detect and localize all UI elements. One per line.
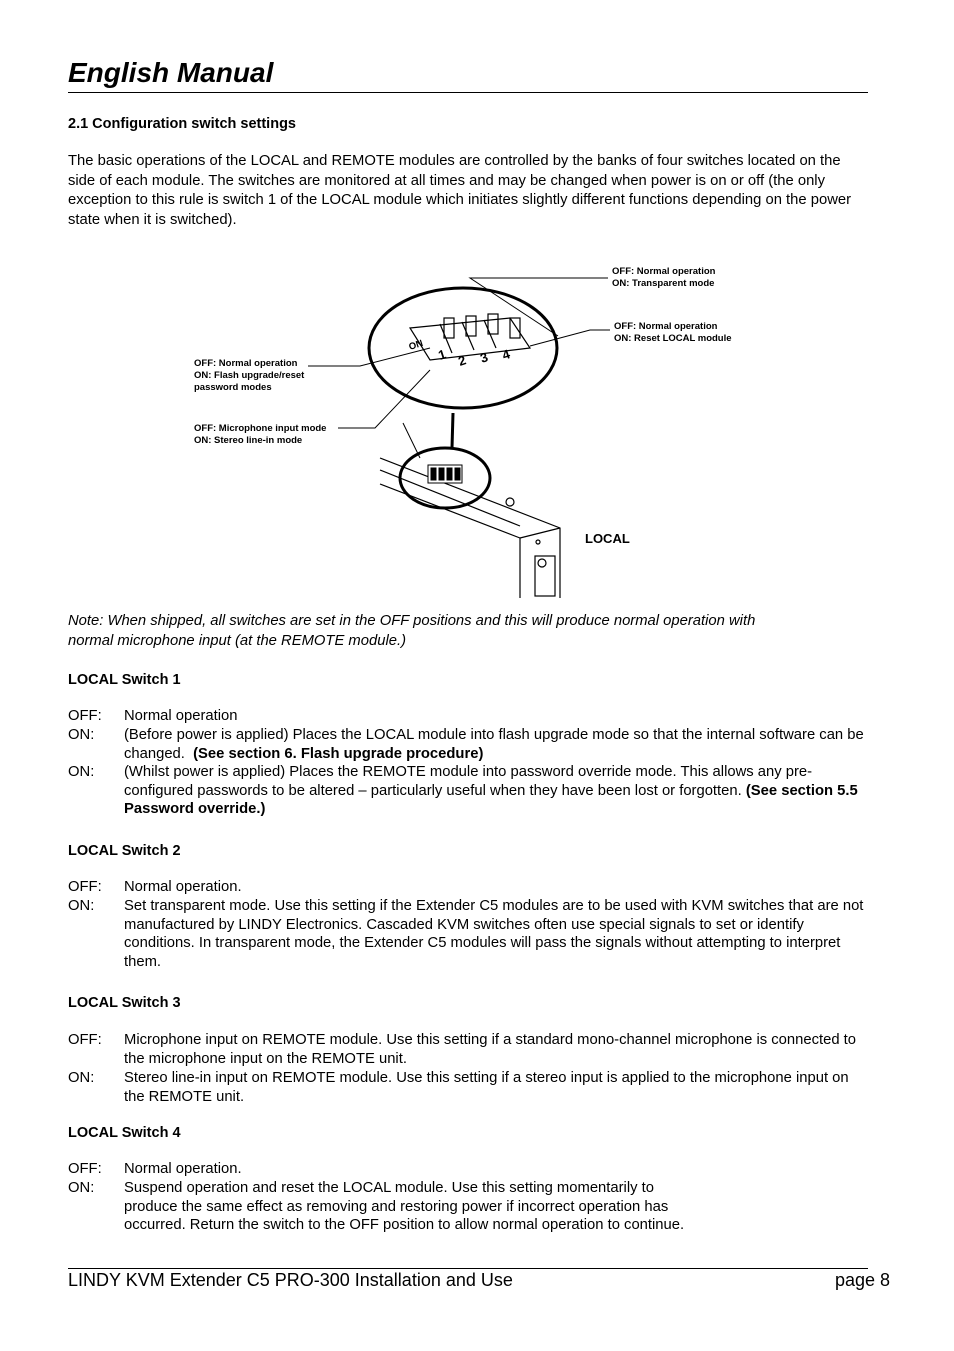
page-title: English Manual [68,57,274,88]
switch-on-label: ON [407,337,425,353]
callout-switch4-off: OFF: Normal operation [614,321,718,332]
callout-switch3-off: OFF: Microphone input mode [194,423,327,434]
switch2-on-key: ON: [68,898,95,914]
dip-switch-large [407,314,530,360]
switch4-on-line-2: produce the same effect as removing and restoring power if incorrect operation has [124,1198,669,1215]
switch3-off-text: Microphone input on REMOTE module. Use this setting if a standard mono-channel microphone is connected to the microphone input on the REMOTE unit. [124,1032,857,1067]
switch1-on1-entry [68,726,868,763]
callout-switch3-on: ON: Stereo line-in mode [194,435,303,446]
switch4-heading: LOCAL Switch 4 [68,1125,181,1141]
note-line-1: Note: When shipped, all switches are set in the OFF positions and this will produce normal operation with [68,613,756,629]
switch1-off-key: OFF: [68,708,102,724]
intro-paragraph: The basic operations of the LOCAL and REMOTE modules are controlled by the banks of four switches located on the side of each module. The switches are monitored at all times and may be changed when power is on or off (the only exception to this rule is switch 1 of the LOCAL module which initiates slightly different functions depending on the power state when it is switched). [68,153,852,228]
switch1-on2-key: ON: [68,764,95,780]
section-heading: 2.1 Configuration switch settings [68,116,296,132]
footer-document-title: LINDY KVM Extender C5 PRO-300 Installation and Use [68,1270,513,1290]
switch1-heading: LOCAL Switch 1 [68,672,181,688]
switch3-on-text: Stereo line-in input on REMOTE module. Use this setting if a stereo input is applied to the microphone input on the REMOTE unit. [124,1070,849,1105]
switch4-off-text: Normal operation. [124,1161,242,1177]
switch3-on-entry [68,1069,868,1106]
switch4-on-key: ON: [68,1180,95,1196]
note-line-2: normal microphone input (at the REMOTE module.) [68,632,407,649]
switch4-on-text [124,1179,868,1235]
switch4-off-key: OFF: [68,1161,102,1177]
switch1-on1-desc: (Before power is applied) Places the LOCAL module into flash upgrade mode so that the internal software can be changed. [124,727,864,762]
switch1-on2-desc: (Whilst power is applied) Places the REMOTE module into password override mode. This allows any pre-configured passwords to be altered – particularly useful when they have been lost or forgotten. [124,764,813,799]
switch1-on2-entry [68,763,868,819]
switch1-on2-text [124,763,868,819]
switch-number-3: 3 [478,349,490,366]
switch1-on1-text [124,726,868,763]
callout-switch1-on: ON: Flash upgrade/reset [194,370,305,381]
switch-diagram [190,258,770,600]
switch-number-2: 2 [456,352,468,369]
switch3-on-key: ON: [68,1070,95,1086]
switch2-heading: LOCAL Switch 2 [68,843,181,859]
switch1-on1-key: ON: [68,727,95,743]
callout-switch1-off: OFF: Normal operation [194,358,298,369]
switch-number-1: 1 [436,346,448,363]
module-label: LOCAL [585,531,630,546]
switch3-off-key: OFF: [68,1032,102,1048]
local-module-illustration [380,458,560,598]
switch4-on-line-1: Suspend operation and reset the LOCAL module. Use this setting momentarily to [124,1180,654,1196]
footer-page-number: page 8 [834,1270,890,1290]
switch2-on-entry [68,897,868,971]
switch4-on-line-3: occurred. Return the switch to the OFF position to allow normal operation to continue. [124,1217,685,1234]
switch-number-4: 4 [500,346,512,363]
callout-switch2-on: ON: Transparent mode [612,278,715,289]
switch3-heading: LOCAL Switch 3 [68,995,181,1011]
switch1-on1-reference: (See section 6. Flash upgrade procedure) [193,745,484,762]
switch2-on-text: Set transparent mode. Use this setting if the Extender C5 modules are to be used with KVM switches that are not manufactured by LINDY Electronics. Cascaded KVM switches often use special signals to set or identify conditions. In transparent mode, the Extender C5 modules will pass the signals without attempting to interpret them. [124,898,864,970]
callout-switch4-on: ON: Reset LOCAL module [614,333,732,344]
shipping-note [68,612,868,651]
dip-switch-small [428,465,462,483]
switch1-on2-reference: (See section 5.5 Password override.) [124,782,858,818]
callout-switch1-on-cont: password modes [194,382,272,393]
switch2-off-key: OFF: [68,879,102,895]
switch1-off-entry [68,707,868,726]
footer-divider [68,1268,868,1269]
switch4-on-entry [68,1179,868,1235]
title-divider [68,92,868,93]
switch4-off-entry [68,1160,868,1179]
callout-switch2-off: OFF: Normal operation [612,266,716,277]
switch1-off-text: Normal operation [124,708,238,724]
switch3-off-entry [68,1031,868,1068]
switch2-off-text: Normal operation. [124,879,242,895]
switch2-off-entry [68,878,868,897]
